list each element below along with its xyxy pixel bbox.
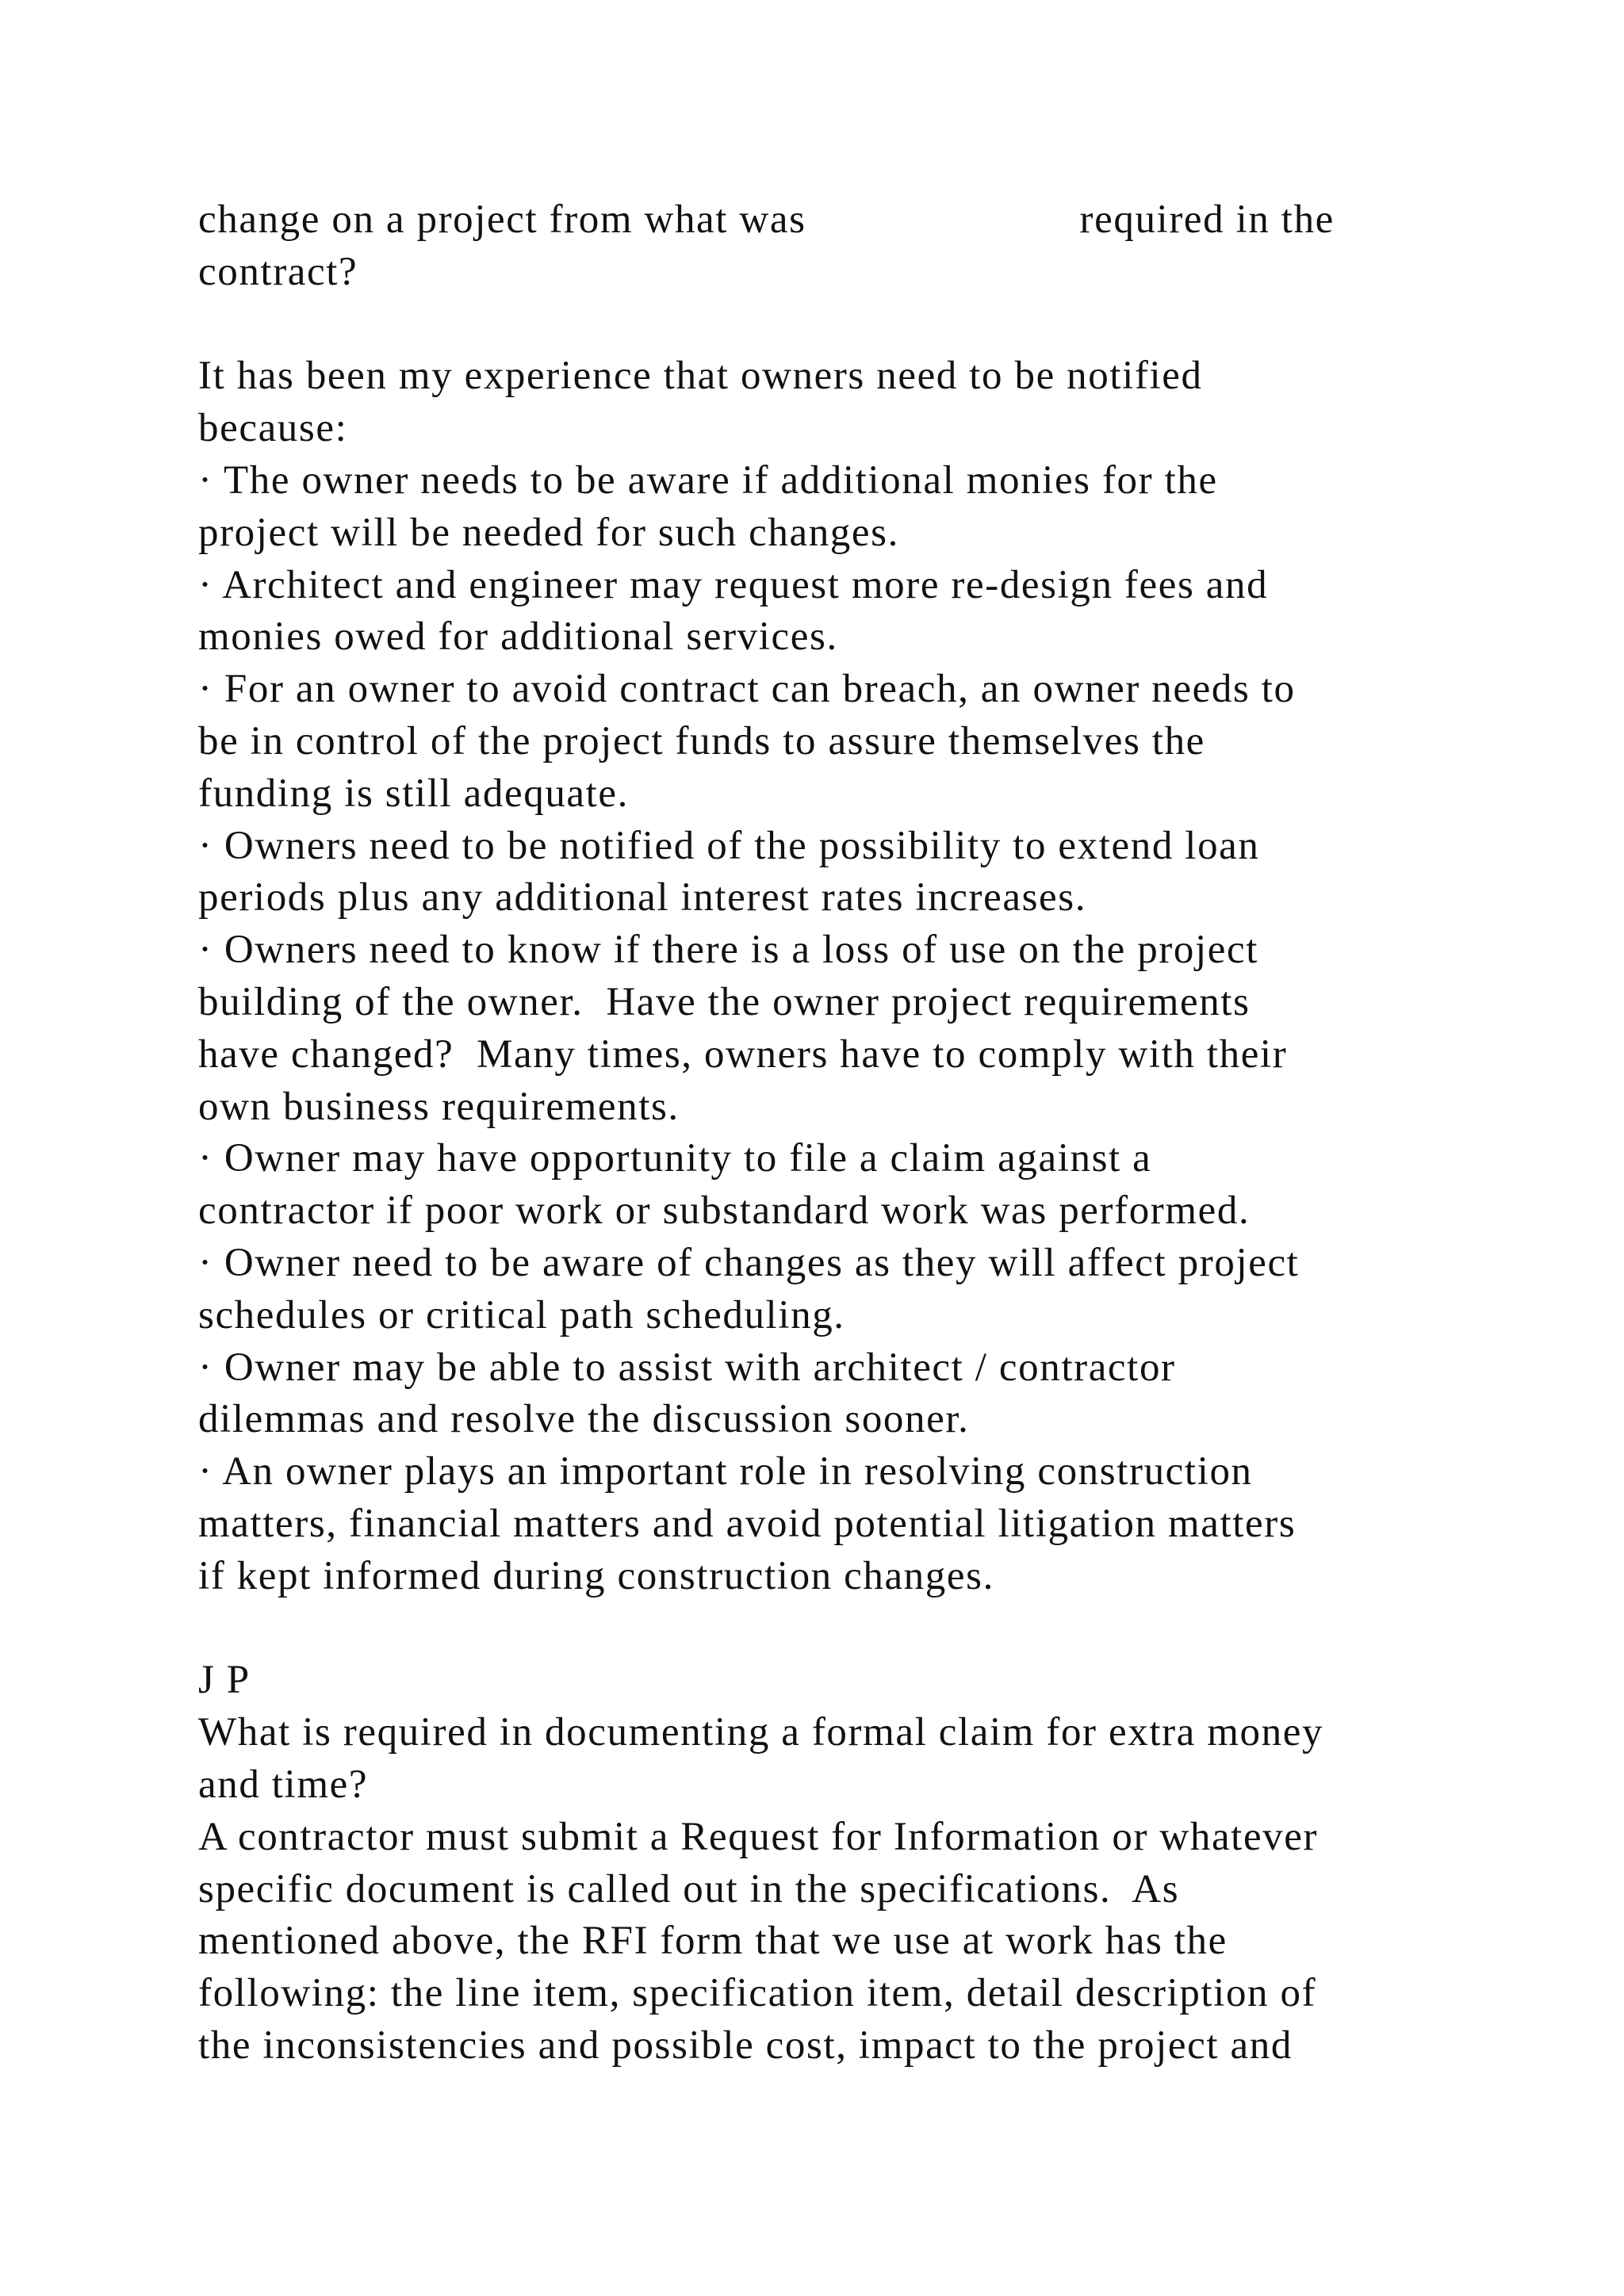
bullet-line: own business requirements. xyxy=(198,1084,680,1129)
second-answer-line: following: the line item, specification item, detail description of xyxy=(198,1971,1317,2016)
second-question-line-2: and time? xyxy=(198,1762,369,1807)
bullet-line: · Owner need to be aware of changes as they will affect project xyxy=(198,1240,1300,1285)
bullet-line: · For an owner to avoid contract can breach, an owner needs to xyxy=(198,667,1296,712)
second-answer-line: A contractor must submit a Request for Information or whatever xyxy=(198,1814,1319,1859)
paragraph-spacer xyxy=(198,1603,1515,1655)
bullet-line: monies owed for additional services. xyxy=(198,614,838,660)
bullet-line: funding is still adequate. xyxy=(198,771,630,816)
bullet-line: · Owners need to know if there is a loss of use on the project xyxy=(198,928,1259,973)
bullet-line: if kept informed during construction changes. xyxy=(198,1553,994,1598)
bullet-line: · Owners need to be notified of the possibility to extend loan xyxy=(198,823,1260,868)
second-question-line-1: What is required in documenting a formal claim for extra money xyxy=(198,1710,1324,1755)
bullet-line: project will be needed for such changes. xyxy=(198,510,899,555)
bullet-line: dilemmas and resolve the discussion sooner. xyxy=(198,1397,970,1442)
bullet-line: contractor if poor work or substandard work was performed. xyxy=(198,1188,1251,1234)
paragraph-spacer xyxy=(198,299,1515,351)
bullet-line: · Owner may be able to assist with architect / contractor xyxy=(198,1345,1176,1390)
bullet-line: schedules or critical path scheduling. xyxy=(198,1292,845,1337)
author-initials: J P xyxy=(198,1658,251,1703)
document-body xyxy=(198,194,1515,2072)
bullet-line: building of the owner. Have the owner project requirements xyxy=(198,979,1251,1024)
bullet-line: · An owner plays an important role in resolving construction xyxy=(198,1449,1253,1494)
bullet-line: matters, financial matters and avoid potential litigation matters xyxy=(198,1501,1297,1546)
second-answer-line: the inconsistencies and possible cost, impact to the project and xyxy=(198,2022,1293,2068)
intro-question-line-1 xyxy=(198,194,1515,247)
intro-question-part-2: required in the xyxy=(1079,197,1335,242)
second-answer-line: mentioned above, the RFI form that we use at work has the xyxy=(198,1919,1228,1964)
bullet-line: have changed? Many times, owners have to comply with their xyxy=(198,1031,1288,1077)
bullet-line: · The owner needs to be aware if additional monies for the xyxy=(198,457,1218,503)
answer-intro-line-1: It has been my experience that owners need to be notified xyxy=(198,354,1203,399)
intro-question-part-1: change on a project from what was xyxy=(198,197,806,242)
bullet-line: · Owner may have opportunity to file a claim against a xyxy=(198,1136,1152,1181)
answer-intro-line-2: because: xyxy=(198,406,348,451)
intro-question-line-2: contract? xyxy=(198,249,358,294)
bullet-line: be in control of the project funds to assure themselves the xyxy=(198,718,1205,763)
second-answer-line: specific document is called out in the specifications. As xyxy=(198,1866,1180,1911)
bullet-line: · Architect and engineer may request more re-design fees and xyxy=(198,562,1269,607)
bullet-line: periods plus any additional interest rates increases. xyxy=(198,875,1087,920)
